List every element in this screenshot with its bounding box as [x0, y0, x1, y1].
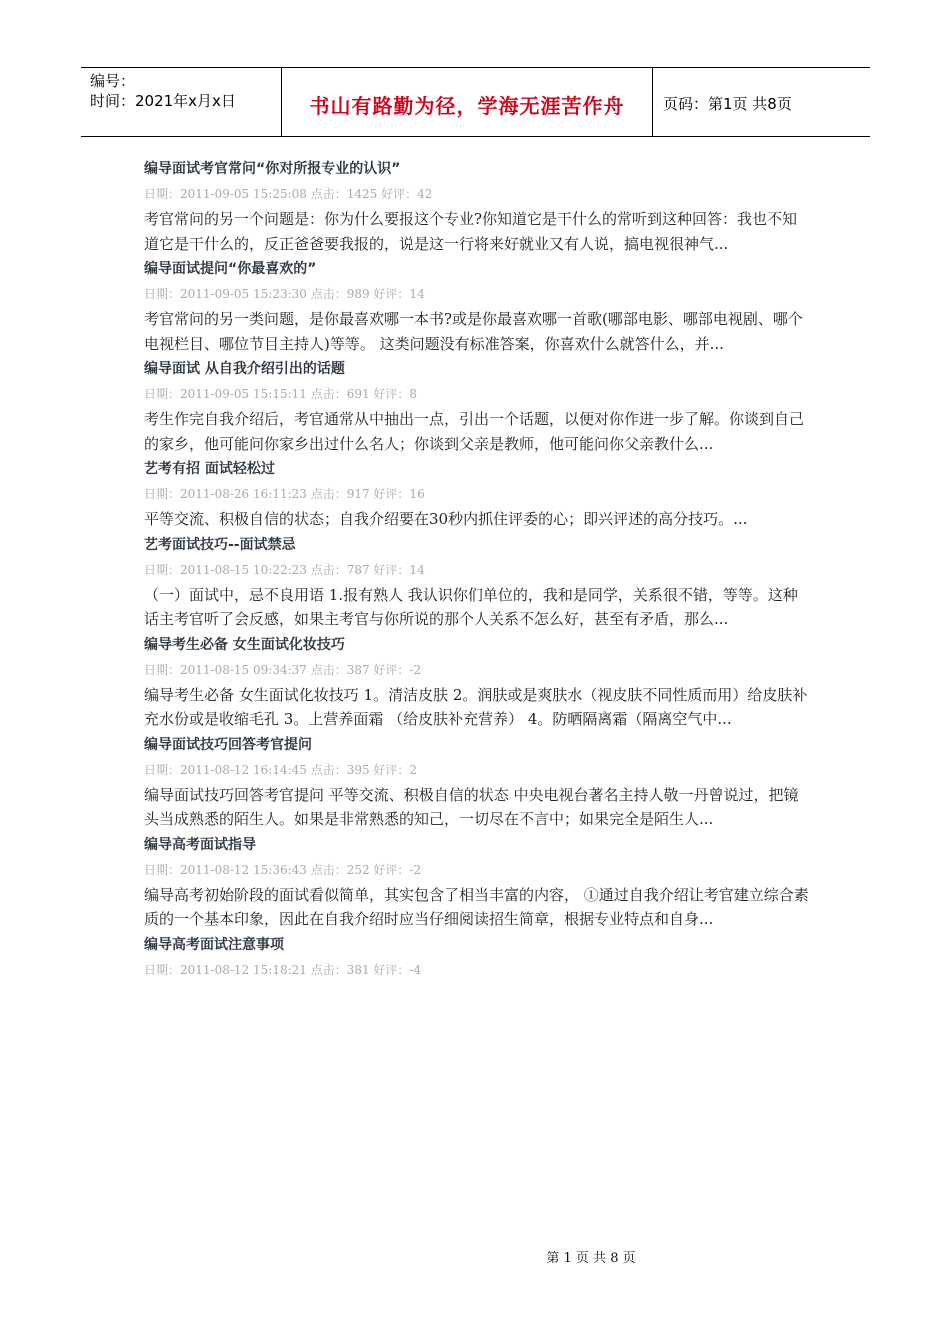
list-item [144, 156, 809, 256]
list-item [144, 732, 809, 832]
header-info-cell [81, 68, 282, 136]
article-summary: 编导高考初始阶段的面试看似简单，其实包含了相当丰富的内容， ①通过自我介绍让考官建立综合素质的一个基本印象，因此在自我介绍时应当仔细阅读招生简章，根据专业特点和自身... [144, 885, 809, 928]
header-slogan: 书山有路勤为径，学海无涯苦作舟 [282, 68, 653, 136]
article-meta: 日期：2011-08-26 16:11:23 点击：917 好评：16 [144, 487, 425, 501]
article-title[interactable]: 编导考生必备 女生面试化妆技巧 [144, 636, 345, 653]
article-meta: 日期：2011-09-05 15:15:11 点击：691 好评：8 [144, 387, 418, 401]
article-title[interactable]: 编导面试技巧回答考官提问 [144, 736, 312, 753]
article-meta: 日期：2011-08-12 15:36:43 点击：252 好评：-2 [144, 862, 422, 877]
article-title[interactable]: 编导高考面试指导 [144, 836, 256, 853]
list-item [144, 832, 809, 932]
article-summary: 考官常问的另一类问题，是你最喜欢哪一本书?或是你最喜欢哪一首歌(哪部电影、哪部电视剧、哪个电视栏目、哪位节目主持人)等等。 这类问题没有标准答案，你喜欢什么就答什么，并... [144, 310, 803, 353]
article-title[interactable]: 编导面试 从自我介绍引出的话题 [144, 361, 345, 377]
list-item [144, 256, 809, 356]
article-meta: 日期：2011-08-15 09:34:37 点击：387 好评：-2 [144, 662, 422, 677]
article-summary: 考生作完自我介绍后，考官通常从中抽出一点，引出一个话题，以便对你作进一步了解。你谈到自己的家乡，他可能问你家乡出过什么名人；你谈到父亲是教师，他可能问你父亲教什么... [144, 410, 805, 453]
list-item [144, 356, 809, 456]
article-summary: （一）面试中，忌不良用语 1.报有熟人 我认识你们单位的，我和是同学，关系很不错，等等。这种话主考官听了会反感，如果主考官与你所说的那个人关系不怎么好，甚至有矛盾，那么... [144, 585, 798, 628]
article-summary: 编导面试技巧回答考官提问 平等交流、积极自信的状态 中央电视台著名主持人敬一丹曾说过，把镜头当成熟悉的陌生人。如果是非常熟悉的知己，一切尽在不言中；如果完全是陌生人... [144, 785, 799, 828]
article-title[interactable]: 编导面试提问“你最喜欢的” [144, 261, 317, 277]
header-page-label: 页码：第1页 共8页 [663, 94, 792, 113]
document-number-label: 编号： [90, 72, 136, 90]
article-meta: 日期：2011-08-12 15:18:21 点击：381 好评：-4 [144, 962, 422, 977]
list-item [144, 632, 809, 732]
page-header [81, 67, 870, 137]
article-meta: 日期：2011-09-05 15:23:30 点击：989 好评：14 [144, 287, 425, 301]
document-date-label: 时间：2021年x月x日 [90, 92, 236, 110]
page-footer: 第 1 页 共 8 页 [546, 1251, 636, 1266]
article-summary: 考官常问的另一个问题是：你为什么要报这个专业?你知道它是干什么的常听到这种回答：我也不知道它是干什么的，反正爸爸要我报的，说是这一行将来好就业又有人说，搞电视很神气... [144, 210, 798, 253]
article-title[interactable]: 编导高考面试注意事项 [144, 936, 284, 953]
article-summary: 平等交流、积极自信的状态；自我介绍要在30秒内抓住评委的心；即兴评述的高分技巧。... [144, 510, 748, 528]
article-title[interactable]: 编导面试考官常问“你对所报专业的认识” [144, 161, 401, 177]
list-item [144, 456, 809, 532]
article-meta: 日期：2011-08-12 16:14:45 点击：395 好评：2 [144, 762, 418, 777]
list-item [144, 532, 809, 632]
article-list [144, 156, 809, 983]
list-item [144, 932, 809, 983]
article-meta: 日期：2011-08-15 10:22:23 点击：787 好评：14 [144, 562, 425, 577]
article-meta: 日期：2011-09-05 15:25:08 点击：1425 好评：42 [144, 187, 433, 201]
article-title[interactable]: 艺考有招 面试轻松过 [144, 461, 275, 477]
article-title[interactable]: 艺考面试技巧--面试禁忌 [144, 536, 296, 553]
article-summary: 编导考生必备 女生面试化妆技巧 1。清洁皮肤 2。润肤或是爽肤水（视皮肤不同性质而用）给皮肤补充水份或是收缩毛孔 3。上营养面霜 （给皮肤补充营养） 4。防晒隔离霜（隔离空气中... [144, 685, 808, 728]
